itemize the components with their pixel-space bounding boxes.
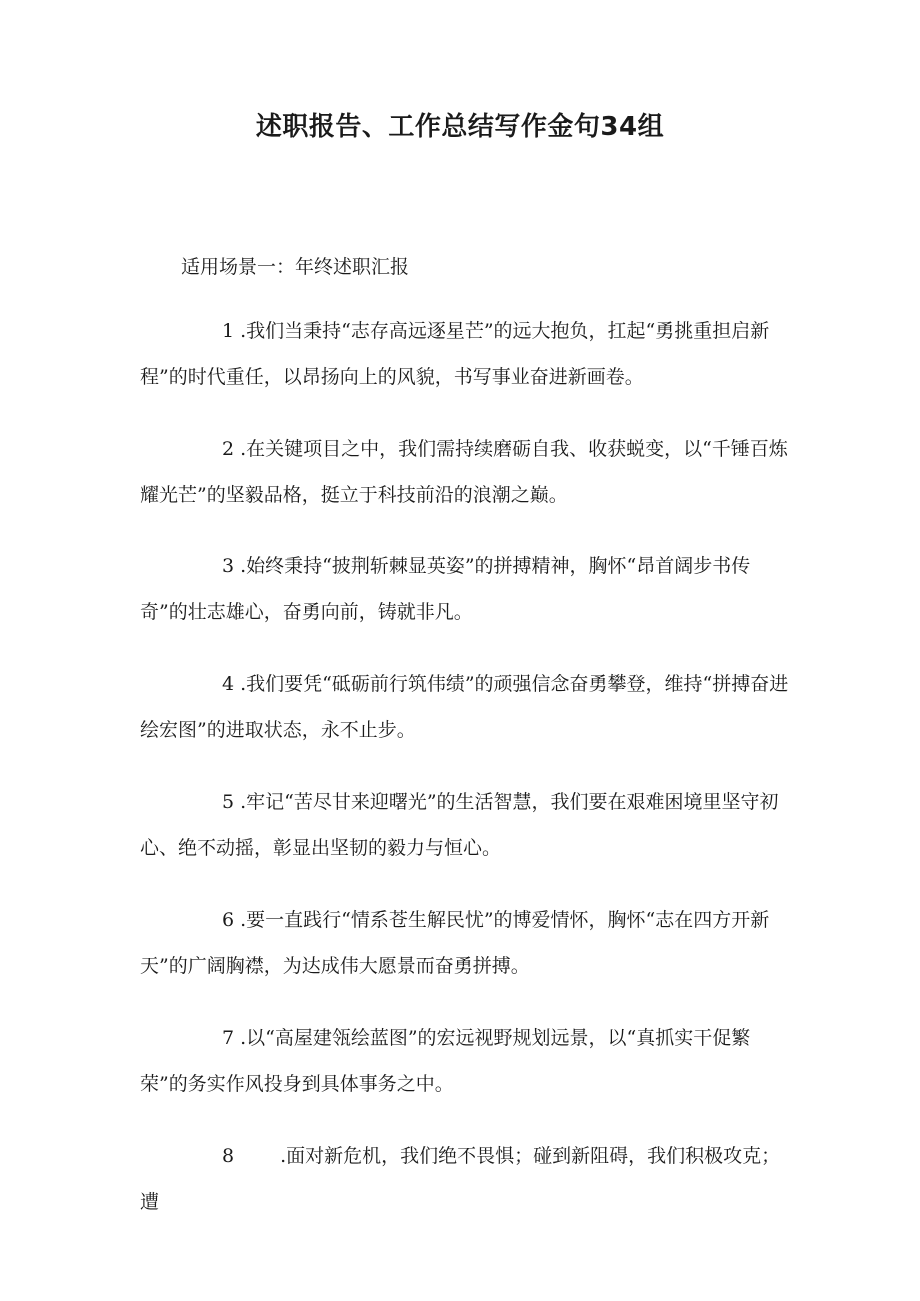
list-item-5 [140,779,790,871]
section-heading: 适用场景一：年终述职汇报 [181,256,410,278]
item-number: 4 [222,673,235,695]
item-number: 5 [222,791,235,813]
item-number: 7 [222,1027,235,1049]
list-item-2 [140,426,790,518]
item-text: .牢记“苦尽甘来迎曙光”的生活智慧，我们要在艰难困境里坚守初心、绝不动摇，彰显出坚韧的毅力与恒心。 [140,791,779,859]
item-text: .我们要凭“砥砺前行筑伟绩”的顽强信念奋勇攀登，维持“拼搏奋进绘宏图”的进取状态，永不止步。 [140,673,789,741]
list-item-4 [140,661,790,753]
item-text: .始终秉持“披荆斩棘显英姿”的拼搏精神，胸怀“昂首阔步书传奇”的壮志雄心，奋勇向前，铸就非凡。 [140,555,751,623]
item-number: 1 [222,320,235,342]
list-item-8 [140,1133,790,1225]
item-text: .要一直践行“情系苍生解民忧”的博爱情怀，胸怀“志在四方开新天”的广阔胸襟，为达成伟大愿景而奋勇拼搏。 [140,909,770,977]
list-item-3 [140,543,790,635]
item-text: .以“高屋建瓴绘蓝图”的宏远视野规划远景，以“真抓实干促繁荣”的务实作风投身到具体事务之中。 [140,1027,751,1095]
list-item-1 [140,308,790,400]
item-number: 3 [222,555,235,577]
item-text: .面对新危机，我们绝不畏惧；碰到新阻碍，我们积极攻克；遭 [140,1145,781,1213]
item-number: 2 [222,438,235,460]
document-title: 述职报告、工作总结写作金句34组 [255,112,665,142]
list-item-6 [140,897,790,989]
item-text: .我们当秉持“志存高远逐星芒”的远大抱负，扛起“勇挑重担启新程”的时代重任，以昂扬向上的风貌，书写事业奋进新画卷。 [140,320,770,388]
item-number: 8 [222,1145,235,1167]
item-text: .在关键项目之中，我们需持续磨砺自我、收获蜕变，以“千锤百炼耀光芒”的坚毅品格，挺立于科技前沿的浪潮之巅。 [140,438,788,506]
item-number: 6 [222,909,235,931]
list-item-7 [140,1015,790,1107]
